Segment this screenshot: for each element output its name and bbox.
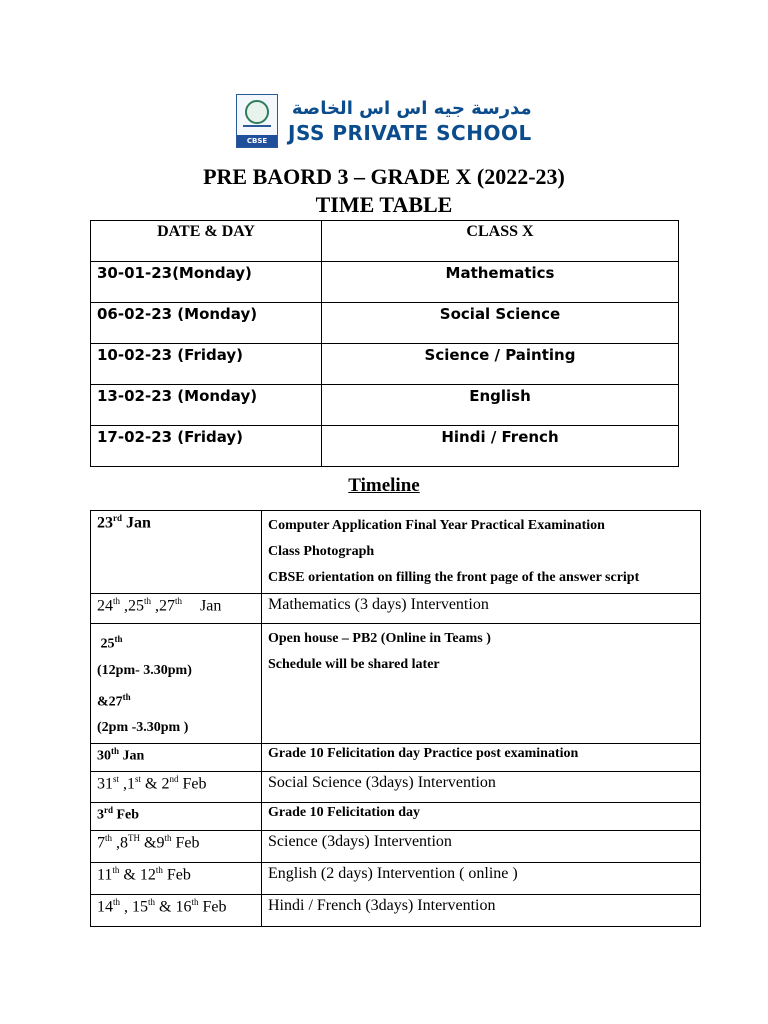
exam-date: 13-02-23 (Monday) bbox=[91, 385, 322, 426]
timeline-date: 23rd Jan bbox=[91, 511, 262, 594]
timeline-date: 24th ,25th ,27th Jan bbox=[91, 594, 262, 624]
timeline-table bbox=[90, 510, 701, 927]
table-row bbox=[91, 594, 701, 624]
exam-timetable bbox=[90, 220, 679, 467]
exam-subject: Mathematics bbox=[322, 262, 679, 303]
timeline-event: Social Science (3days) Intervention bbox=[262, 772, 701, 803]
table-row bbox=[91, 426, 679, 467]
document-title: PRE BAORD 3 – GRADE X (2022-23) bbox=[203, 164, 565, 189]
event-line: CBSE orientation on filling the front page of the answer script bbox=[268, 570, 640, 585]
table-row bbox=[91, 262, 679, 303]
exam-date: 10-02-23 (Friday) bbox=[91, 344, 322, 385]
exam-subject: Science / Painting bbox=[322, 344, 679, 385]
timeline-date: 25th (12pm- 3.30pm) &27th (2pm -3.30pm ) bbox=[91, 624, 262, 744]
exam-subject: English bbox=[322, 385, 679, 426]
timeline-event: Science (3days) Intervention bbox=[262, 831, 701, 863]
column-header-date: DATE & DAY bbox=[91, 221, 322, 262]
timeline-event: Hindi / French (3days) Intervention bbox=[262, 895, 701, 927]
timeline-event bbox=[262, 511, 701, 594]
document-subtitle: TIME TABLE bbox=[315, 192, 453, 217]
table-row bbox=[91, 831, 701, 863]
school-crest-icon bbox=[236, 94, 278, 148]
table-row bbox=[91, 624, 701, 744]
table-row bbox=[91, 511, 701, 594]
timetable-header-row bbox=[91, 221, 679, 262]
school-name-arabic: مدرسة جيه اس اس الخاصة bbox=[291, 98, 532, 119]
timeline-heading: Timeline bbox=[348, 475, 420, 496]
exam-subject: Hindi / French bbox=[322, 426, 679, 467]
school-name-english: JSS PRIVATE SCHOOL bbox=[288, 121, 532, 145]
exam-date: 30-01-23(Monday) bbox=[91, 262, 322, 303]
timeline-date: 11th & 12th Feb bbox=[91, 863, 262, 895]
school-logo bbox=[236, 94, 536, 148]
timeline-event: English (2 days) Intervention ( online ) bbox=[262, 863, 701, 895]
table-row bbox=[91, 772, 701, 803]
timeline-date: 14th , 15th & 16th Feb bbox=[91, 895, 262, 927]
timeline-event: Grade 10 Felicitation day Practice post examination bbox=[262, 744, 701, 772]
event-line: Computer Application Final Year Practical Examination bbox=[268, 518, 605, 533]
timeline-date: 31st ,1st & 2nd Feb bbox=[91, 772, 262, 803]
table-row bbox=[91, 863, 701, 895]
table-row bbox=[91, 744, 701, 772]
column-header-class: CLASS X bbox=[322, 221, 679, 262]
exam-date: 17-02-23 (Friday) bbox=[91, 426, 322, 467]
table-row bbox=[91, 385, 679, 426]
event-line: Open house – PB2 (Online in Teams ) bbox=[268, 631, 491, 646]
timeline-event: Grade 10 Felicitation day bbox=[262, 803, 701, 831]
event-line: Schedule will be shared later bbox=[268, 657, 440, 672]
table-row bbox=[91, 344, 679, 385]
exam-date: 06-02-23 (Monday) bbox=[91, 303, 322, 344]
table-row bbox=[91, 303, 679, 344]
table-row bbox=[91, 803, 701, 831]
timeline-date: 3rd Feb bbox=[91, 803, 262, 831]
timeline-event bbox=[262, 624, 701, 744]
timeline-date: 30th Jan bbox=[91, 744, 262, 772]
table-row bbox=[91, 895, 701, 927]
timeline-event: Mathematics (3 days) Intervention bbox=[262, 594, 701, 624]
exam-subject: Social Science bbox=[322, 303, 679, 344]
crest-badge-text: CBSE bbox=[237, 135, 277, 147]
timeline-date: 7th ,8TH &9th Feb bbox=[91, 831, 262, 863]
event-line: Class Photograph bbox=[268, 544, 375, 559]
